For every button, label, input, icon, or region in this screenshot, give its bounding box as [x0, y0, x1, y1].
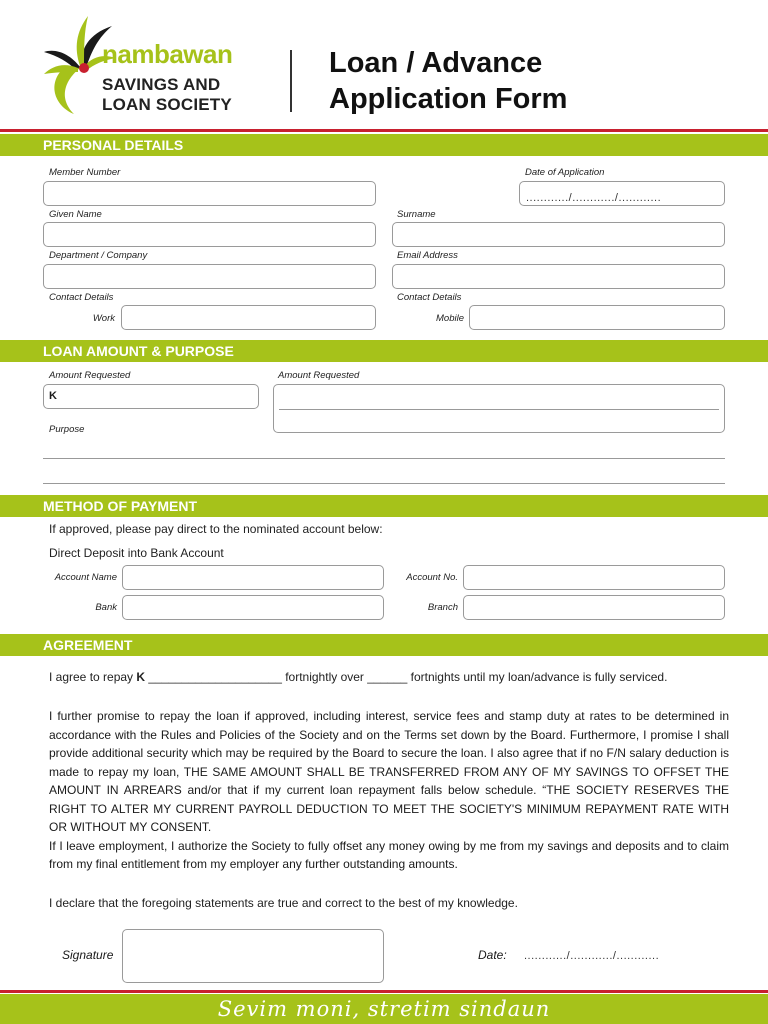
date-label: Date:	[478, 948, 507, 962]
top-red-rule	[0, 129, 768, 132]
member-number-label: Member Number	[49, 167, 121, 178]
payment-instruction: If approved, please pay direct to the nominated account below:	[49, 522, 383, 536]
section-personal-details	[0, 134, 768, 156]
footer-slogan: Sevim moni, stretim sindaun	[217, 997, 551, 1021]
section-title: METHOD OF PAYMENT	[43, 498, 198, 514]
purpose-label: Purpose	[49, 424, 85, 435]
footer-banner	[0, 994, 768, 1024]
repay-prefix: I agree to repay	[49, 670, 137, 684]
mobile-label: Mobile	[436, 313, 464, 324]
account-name-field[interactable]	[122, 565, 384, 590]
department-field[interactable]	[43, 264, 376, 289]
declaration: I declare that the foregoing statements are true and correct to the best of my knowledge.	[49, 896, 518, 910]
section-method-of-payment	[0, 495, 768, 517]
given-name-field[interactable]	[43, 222, 376, 247]
currency-k: K	[49, 390, 57, 402]
email-field[interactable]	[392, 264, 725, 289]
direct-deposit-label: Direct Deposit into Bank Account	[49, 546, 224, 560]
branch-field[interactable]	[463, 595, 725, 620]
surname-label: Surname	[397, 209, 436, 220]
amount-requested-label: Amount Requested	[49, 370, 131, 381]
header-divider	[290, 50, 292, 112]
account-name-label: Account Name	[54, 572, 117, 583]
account-no-field[interactable]	[463, 565, 725, 590]
date-of-application-label: Date of Application	[525, 167, 605, 178]
account-no-label: Account No.	[406, 572, 458, 583]
date-placeholder: ............/............/............	[526, 192, 662, 204]
bottom-red-rule	[0, 990, 768, 993]
form-title-line-2: Application Form	[329, 83, 568, 115]
section-agreement	[0, 634, 768, 656]
form-title-line-1: Loan / Advance	[329, 47, 543, 79]
brand-line-3: LOAN SOCIETY	[102, 95, 232, 114]
repay-terms: ____________________ fortnightly over ______ fortnights until my loan/advance is fully serviced.	[145, 670, 668, 684]
contact-details-label: Contact Details	[49, 292, 114, 303]
mobile-phone-field[interactable]	[469, 305, 725, 330]
repay-statement	[49, 668, 729, 687]
signature-field[interactable]	[122, 929, 384, 983]
section-title: LOAN AMOUNT & PURPOSE	[43, 343, 234, 359]
brand-line-2: SAVINGS AND	[102, 75, 221, 94]
repay-currency: K	[136, 670, 146, 684]
department-label: Department / Company	[49, 250, 148, 261]
contact-details-label-right: Contact Details	[397, 292, 462, 303]
branch-label: Branch	[427, 602, 458, 613]
agreement-terms	[49, 707, 729, 874]
signature-date-field[interactable]: ............/............/............	[524, 950, 660, 962]
date-of-application-field[interactable]	[519, 181, 725, 206]
amount-in-words-field[interactable]	[273, 384, 725, 433]
signature-label: Signature	[62, 948, 114, 962]
surname-field[interactable]	[392, 222, 725, 247]
bank-label: Bank	[95, 602, 117, 613]
purpose-line-1[interactable]	[43, 458, 725, 459]
section-title: AGREEMENT	[43, 637, 133, 653]
bank-field[interactable]	[122, 595, 384, 620]
member-number-field[interactable]	[43, 181, 376, 206]
amount-words-line	[279, 409, 719, 410]
given-name-label: Given Name	[49, 209, 102, 220]
amount-requested-field[interactable]	[43, 384, 259, 409]
section-title: PERSONAL DETAILS	[43, 137, 184, 153]
agreement-paragraph-2: If I leave employment, I authorize the Society to fully offset any money owing by me from my savings and deposits and to claim from my final entitlement from my employer any further outstanding amounts.	[49, 838, 729, 871]
agreement-paragraph-1: I further promise to repay the loan if approved, including interest, service fees and stamp duty at rates to be determined in accordance with the Rules and Policies of the Society and on the Terms set down by the Board. Furthermore, I promise I shall provide additional security which may be required by the Board to secure the loan. I also agree that if no F/N salary deduction is made to repay my loan, THE SAME AMOUNT SHALL BE TRANSFERRED FROM ANY OF MY SAVINGS TO OFFSET THE AMOUNT IN ARREARS and/or that if my current loan repayment falls below schedule. “THE SOCIETY RESERVES THE RIGHT TO ALTER MY CURRENT PAYROLL DEDUCTION TO MEET THE SOCIETY'S MINIMUM REPAYMENT RATE WITH OR WITHOUT MY CONSENT.	[49, 709, 729, 834]
brand-name: nambawan	[102, 39, 233, 69]
work-label: Work	[92, 313, 115, 324]
purpose-line-2[interactable]	[43, 483, 725, 484]
section-loan-amount	[0, 340, 768, 362]
amount-requested-words-label: Amount Requested	[278, 370, 360, 381]
email-label: Email Address	[397, 250, 458, 261]
work-phone-field[interactable]	[121, 305, 376, 330]
